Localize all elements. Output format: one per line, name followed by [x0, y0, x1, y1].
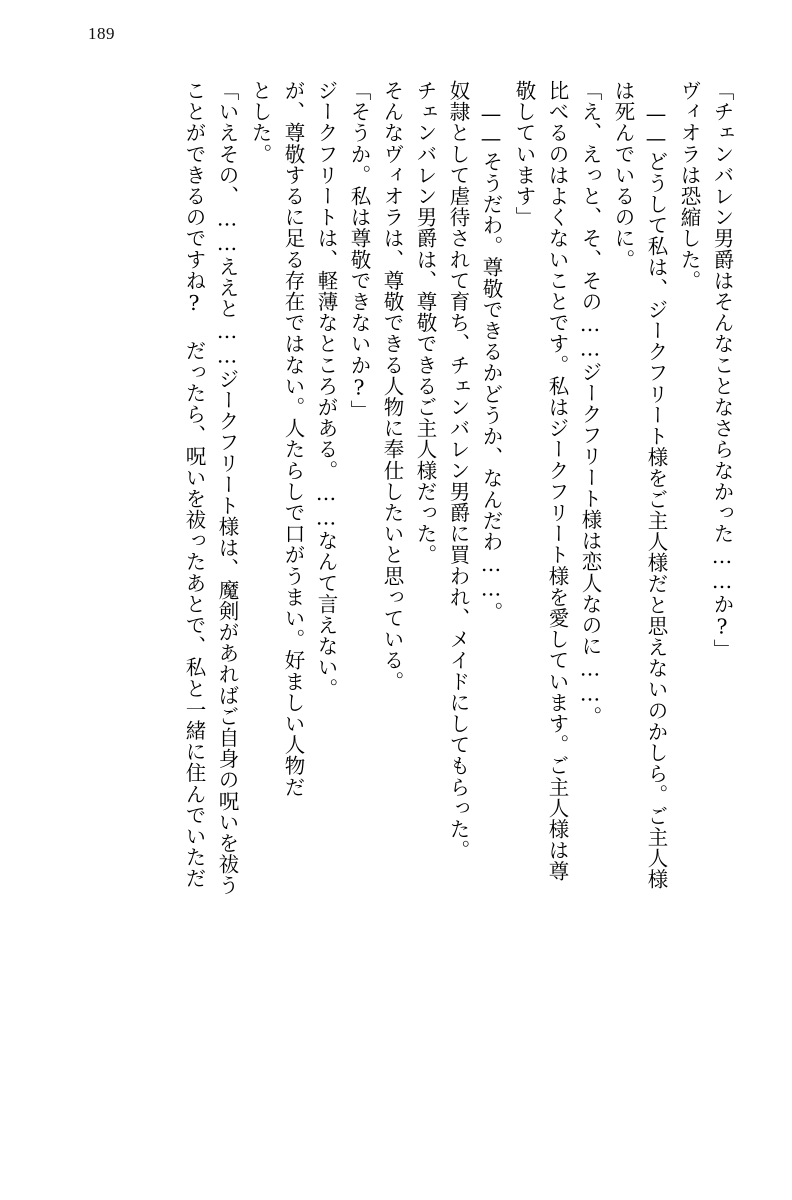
page-number: 189 [88, 24, 115, 43]
text-line: 比べるのはよくないことです。私はジークフリート様を愛しています。ご主人様は尊 [545, 80, 569, 882]
text-line: 「チェンバレン男爵はそんなことなさらなかった……か?」 [710, 80, 734, 661]
text-line: 奴隷として虐待されて育ち、チェンバレン男爵に買われ、メイドにしてもらった。 [446, 80, 470, 861]
text-line: ことができるのですね? だったら、呪いを祓ったあとで、私と一緒に住んでいただ [182, 80, 206, 889]
text-line: 「そうか。私は尊敬できないか?」 [347, 80, 371, 422]
text-line: とした。 [248, 80, 272, 165]
text-line: 「いえその、……ええと……ジークフリート様は、魔剣があればご自身の呪いを祓う [215, 80, 239, 896]
text-line: ヴィオラは恐縮した。 [677, 80, 701, 291]
text-line: ——どうして私は、ジークフリート様をご主人様だと思えないのかしら。ご主人様 [644, 102, 668, 890]
text-line: 敬しています」 [512, 80, 536, 228]
text-line: が、尊敬するに足る存在ではない。人たらしで口がうまい。好ましい人物だ [281, 80, 305, 798]
text-line: 「え、えっと、そ、その……ジークフリート様は恋人なのに……。 [578, 80, 602, 727]
text-line: は死んでいるのに。 [611, 80, 635, 270]
vertical-body-text [52, 80, 732, 1160]
text-line: チェンバレン男爵は、尊敬できるご主人様だった。 [413, 80, 437, 566]
text-line: ジークフリートは、軽薄なところがある。……なんて言えない。 [314, 80, 338, 699]
text-line: そんなヴィオラは、尊敬できる人物に奉仕したいと思っている。 [380, 80, 404, 692]
text-line: ——そうだわ。尊敬できるかどうか、なんだわ……。 [479, 102, 503, 623]
